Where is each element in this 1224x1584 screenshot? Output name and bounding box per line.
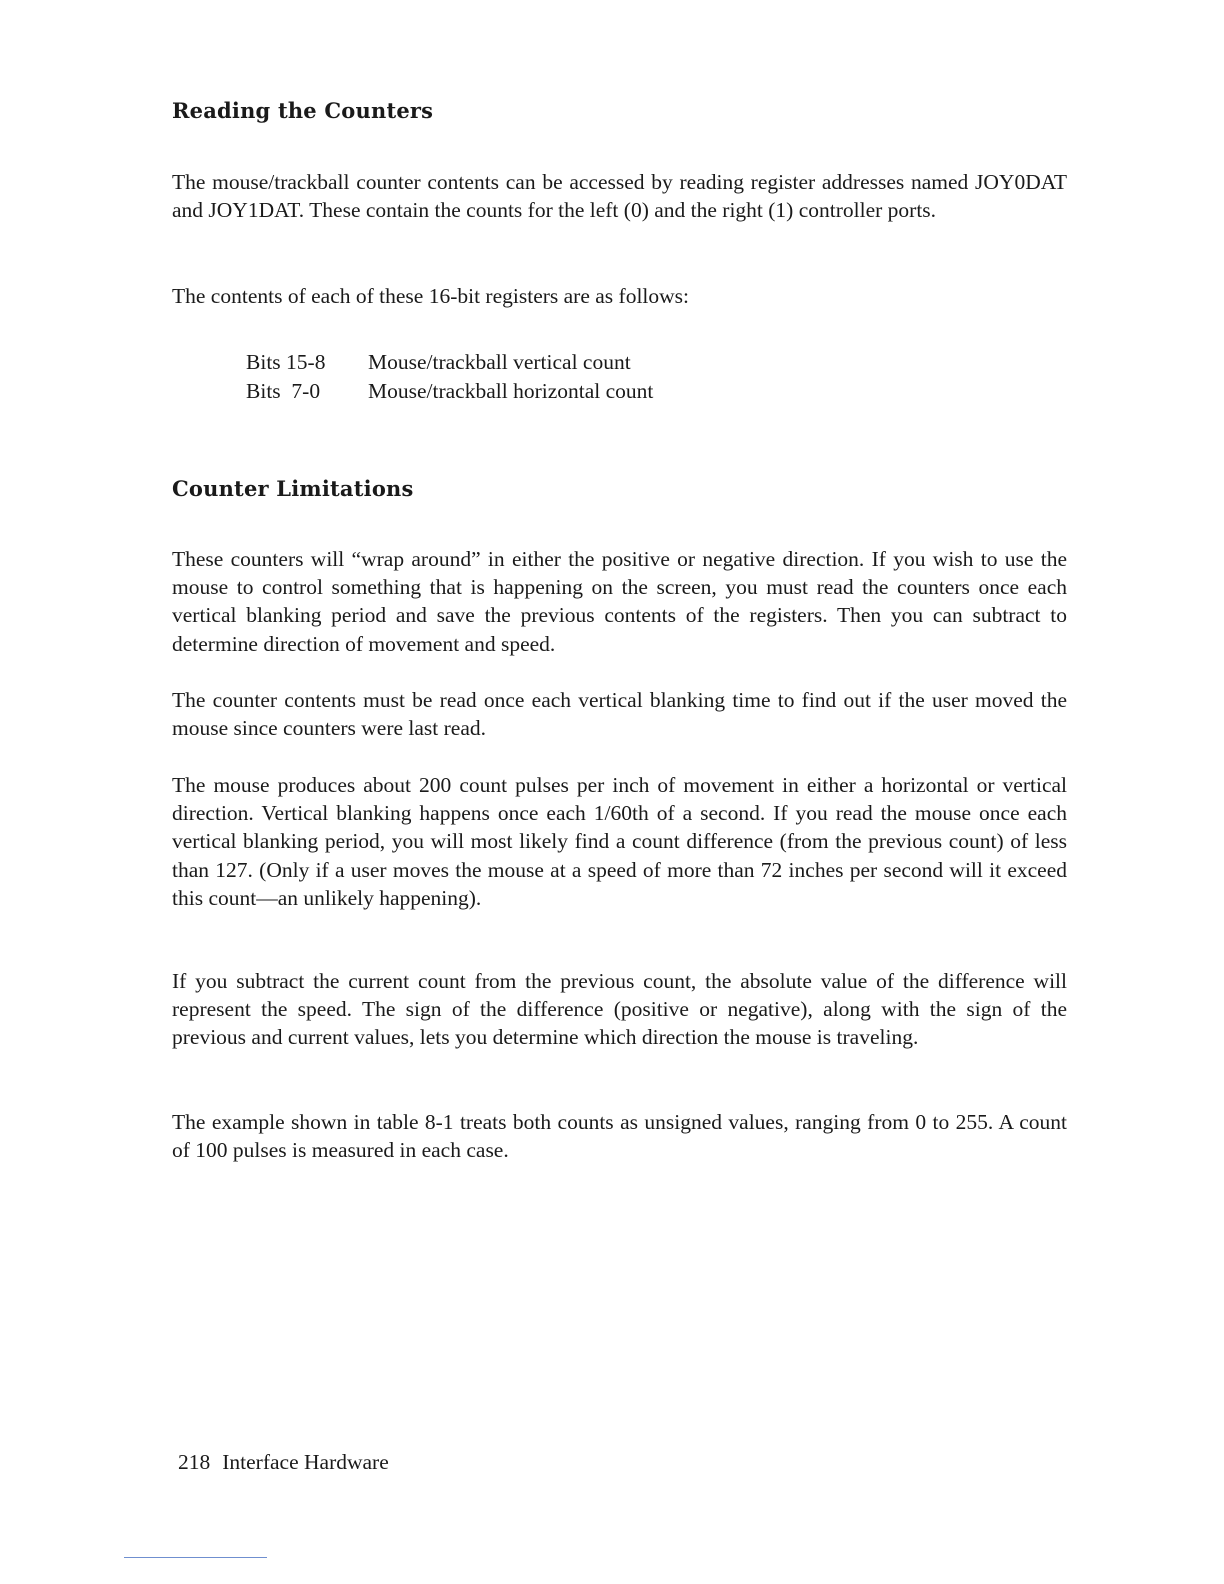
- bits-definition-list: [246, 348, 653, 405]
- paragraph-count-pulses: The mouse produces about 200 count pulses per inch of movement in either a horizontal or vertical direction. Vertical blanking happens once each 1/60th of a second. If you read the mouse once each vertical blanking period, you will most likely find a count difference (from the previous count) of less than 127. (Only if a user moves the mouse at a speed of more than 72 inches per second will it exceed this count—an unlikely happening).: [172, 773, 1067, 910]
- paragraph-register-contents-intro: The contents of each of these 16-bit registers are as follows:: [172, 284, 690, 308]
- bits-description: Mouse/trackball vertical count: [368, 350, 631, 374]
- chapter-title: Interface Hardware: [222, 1450, 389, 1474]
- paragraph-table-example: The example shown in table 8-1 treats both counts as unsigned values, ranging from 0 to 255. A count of 100 pulses is measured in each case.: [172, 1110, 1067, 1163]
- bits-label: Bits 7-0: [246, 378, 321, 403]
- heading-counter-limitations: Counter Limitations: [172, 476, 414, 501]
- paragraph-speed-and-direction: If you subtract the current count from the previous count, the absolute value of the difference will represent the speed. The sign of the difference (positive or negative), along with the sign of the previous and current values, lets you determine which direction the mouse is traveling.: [172, 969, 1067, 1050]
- heading-reading-the-counters: Reading the Counters: [172, 98, 434, 123]
- bits-label: Bits 15-8: [246, 350, 326, 374]
- bits-row-horizontal: [246, 377, 653, 406]
- page-footer: [178, 1450, 389, 1475]
- paragraph-read-each-blanking: The counter contents must be read once each vertical blanking time to find out if the user moved the mouse since counters were last read.: [172, 688, 1067, 741]
- paragraph-register-addresses: The mouse/trackball counter contents can be accessed by reading register addresses named JOY0DAT and JOY1DAT. These contain the counts for the left (0) and the right (1) controller ports.: [172, 170, 1067, 223]
- bottom-rule: [124, 1557, 267, 1558]
- paragraph-wrap-around: These counters will “wrap around” in either the positive or negative direction. If you wish to use the mouse to control something that is happening on the screen, you must read the counters once each vertical blanking period and save the previous contents of the registers. Then you can subtract to determine direction of movement and speed.: [172, 547, 1067, 656]
- page-number: 218: [178, 1450, 211, 1474]
- bits-description: Mouse/trackball horizontal count: [368, 378, 654, 403]
- bits-row-vertical: [246, 348, 653, 377]
